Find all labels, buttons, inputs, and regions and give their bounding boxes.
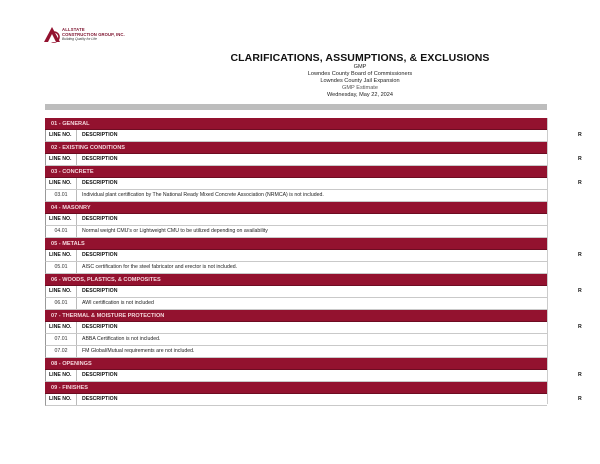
line-no: 06.01 — [46, 298, 77, 309]
cut-off-column: R — [578, 372, 582, 378]
description-header: DESCRIPTION — [82, 324, 118, 330]
line-no-header: LINE NO. — [46, 394, 77, 405]
column-header-row — [45, 214, 547, 226]
header-line-gmp: GMP — [353, 64, 367, 70]
description: AISC certification for the steel fabricator and erector is not included. — [82, 264, 238, 270]
section-header: 04 - MASONRY — [45, 202, 547, 214]
cut-off-column: R — [578, 132, 582, 138]
section-header: 07 - THERMAL & MOISTURE PROTECTION — [45, 310, 547, 322]
line-no-header: LINE NO. — [46, 214, 77, 225]
section-header: 06 - WOODS, PLASTICS, & COMPOSITES — [45, 274, 547, 286]
logo-mark-icon — [44, 26, 62, 44]
section-header: 08 - OPENINGS — [45, 358, 547, 370]
table-row — [45, 298, 547, 310]
description: FM Global/Mutual requirements are not included. — [82, 348, 195, 354]
table-row — [45, 346, 547, 358]
column-header-row — [45, 394, 582, 406]
line-no: 07.01 — [46, 334, 77, 345]
cut-off-column: R — [578, 180, 582, 186]
description: Individual plant certification by The National Ready Mixed Concrete Association (NRMCA) is not included. — [82, 192, 324, 198]
section-header: 02 - EXISTING CONDITIONS — [45, 142, 547, 154]
cut-off-column: R — [578, 156, 582, 162]
cut-off-column: R — [578, 252, 582, 258]
line-no: 04.01 — [46, 226, 77, 237]
section-header: 09 - FINISHES — [45, 382, 547, 394]
line-no-header: LINE NO. — [46, 130, 77, 141]
table-row — [45, 226, 547, 238]
table-row — [45, 190, 547, 202]
header-line-client: Lowndes County Board of Commissioners — [307, 71, 413, 77]
line-no: 05.01 — [46, 262, 77, 273]
column-header-row — [45, 130, 582, 142]
section-header: 05 - METALS — [45, 238, 547, 250]
description-header: DESCRIPTION — [82, 216, 118, 222]
header-line-project: Lowndes County Jail Expansion — [320, 78, 400, 84]
column-header-row — [45, 370, 582, 382]
line-no-header: LINE NO. — [46, 322, 77, 333]
description: AWI certification is not included — [82, 300, 154, 306]
line-no-header: LINE NO. — [46, 286, 77, 297]
cut-off-column: R — [578, 324, 582, 330]
page-cut-line — [547, 118, 548, 404]
line-no: 07.02 — [46, 346, 77, 357]
description-header: DESCRIPTION — [82, 372, 118, 378]
header-line-estimate: GMP Estimate — [342, 85, 378, 91]
description: ABBA Certification is not included. — [82, 336, 161, 342]
line-no-header: LINE NO. — [46, 154, 77, 165]
column-header-row — [45, 286, 582, 298]
line-no-header: LINE NO. — [46, 178, 77, 189]
line-no-header: LINE NO. — [46, 370, 77, 381]
column-header-row — [45, 250, 582, 262]
line-no-header: LINE NO. — [46, 250, 77, 261]
column-header-row — [45, 154, 582, 166]
logo-name: ALLSTATE — [62, 27, 85, 32]
description-header: DESCRIPTION — [82, 156, 118, 162]
company-logo — [44, 26, 134, 48]
section-header: 03 - CONCRETE — [45, 166, 547, 178]
gray-divider-bar — [45, 104, 547, 110]
description: Normal weight CMU's or Lightweight CMU to be utilized depending on availability — [82, 228, 268, 234]
header-line-date: Wednesday, May 22, 2024 — [326, 92, 394, 98]
clarifications-table — [45, 118, 582, 406]
line-no: 03.01 — [46, 190, 77, 201]
logo-subname: CONSTRUCTION GROUP, INC. — [62, 32, 125, 37]
column-header-row — [45, 178, 582, 190]
description-header: DESCRIPTION — [82, 132, 118, 138]
cut-off-column: R — [578, 396, 582, 402]
description-header: DESCRIPTION — [82, 180, 118, 186]
description-header: DESCRIPTION — [82, 252, 118, 258]
description-header: DESCRIPTION — [82, 288, 118, 294]
cut-off-column: R — [578, 288, 582, 294]
column-header-row — [45, 322, 582, 334]
description-header: DESCRIPTION — [82, 396, 118, 402]
logo-tagline: Building Quality for Life — [62, 37, 97, 41]
table-row — [45, 262, 547, 274]
table-row — [45, 334, 547, 346]
section-header: 01 - GENERAL — [45, 118, 547, 130]
document-title: CLARIFICATIONS, ASSUMPTIONS, & EXCLUSIONS — [230, 52, 490, 64]
